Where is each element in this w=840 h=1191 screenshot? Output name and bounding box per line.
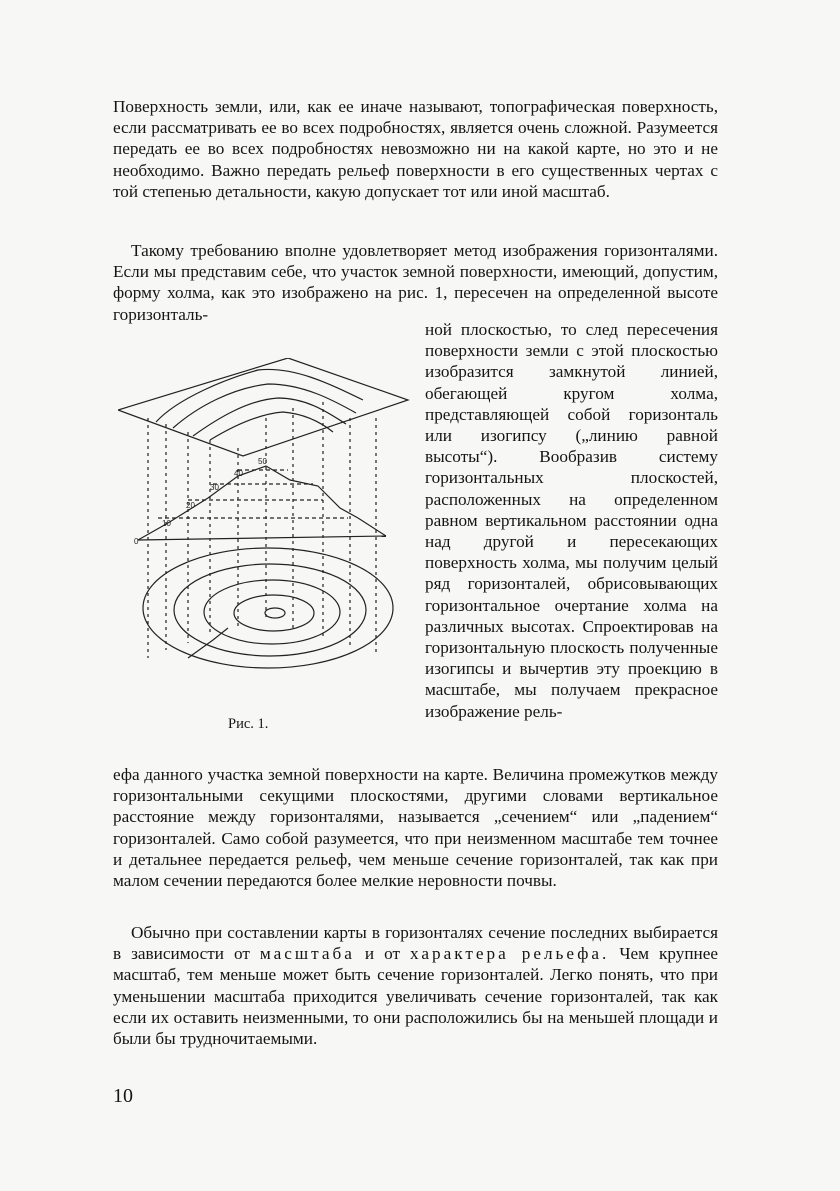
paragraph-3-part-b: и от	[364, 944, 400, 964]
profile-label-10: 10	[162, 519, 171, 528]
profile-label-20: 20	[186, 501, 195, 510]
profile-label-0: 0	[134, 537, 139, 546]
page-number: 10	[113, 1085, 133, 1107]
paragraph-3-part-a: Обычно при составлении карты в горизонталях сечение последних выбирается в зависимости от	[113, 923, 718, 964]
paragraph-2-wrap	[425, 319, 718, 722]
paragraph-3	[113, 922, 718, 1049]
paragraph-2-lead: Такому требованию вполне удовлетворяет метод изображения горизонталями. Если мы представим себе, что участок земной поверхности, имеющий, допустим, форму холма, как это изображено на рис. 1, пересечен на определенной высоте горизонталь-	[113, 241, 718, 324]
paragraph-2-wrap-text: ной плоскостью, то след пересечения поверхности земли с этой плоскостью изобразится замкнутой линией, обегающей кругом холма, представляющей собой горизонталь или изогипсу („линию равной высоты“). Вообразив систему горизонтальных плоскостей, расположенных на определенном равном вертикальном расстоянии одна над другой и пересекающих поверхность холма, мы получим целый ряд горизонталей, обрисовывающих горизонтальное очертание холма на различных высотах. Спроектировав на горизонтальную плоскость полученные изогипсы и вычертив эту проекцию в масштабе, мы получаем прекрасное изображение рель-	[425, 320, 718, 721]
paragraph-3-part-c: Чем крупнее масштаб, тем меньше может быть сечение горизонталей. Легко понять, что при уменьшении масштаба приходится увеличивать сечение горизонталей, так как если их оставить неизменными, то они расположились бы на меньшей площади и были бы трудночитаемыми.	[113, 944, 719, 1049]
paragraph-2-tail-text: ефа данного участка земной поверхности на карте. Величина промежутков между горизонтальными секущими плоскостями, другими словами вертикальное расстояние между горизонталями, называется „сечением“ или „падением“ горизонталей. Само собой разумеется, что при неизменном масштабе тем точнее и детальнее передается рельеф, чем меньше сечение горизонталей, так как при малом сечении передаются более мелкие неровности почвы.	[113, 765, 718, 891]
paragraph-3-emphasis-relief: характера рельефа.	[410, 944, 610, 964]
paragraph-1	[113, 96, 718, 202]
paragraph-2	[113, 240, 718, 325]
profile-label-30: 30	[210, 483, 219, 492]
paragraph-2-tail	[113, 764, 718, 891]
profile-label-50: 50	[258, 457, 267, 466]
profile-label-40: 40	[234, 469, 243, 478]
hill-contour-figure	[118, 358, 418, 678]
paragraph-3-emphasis-scale: масштаба	[259, 944, 355, 964]
figure-caption: Рис. 1.	[228, 716, 269, 732]
paragraph-3-text	[113, 922, 718, 1049]
paragraph-1-text: Поверхность земли, или, как ее иначе называют, топографическая поверхность, если рассматривать ее во всех подробностях, является очень сложной. Разумеется передать ее во всех подробностях невозможно ни на какой карте, но это и не необходимо. Важно передать рельеф поверхности в его существенных чертах с той степенью детальности, какую допускает тот или иной масштаб.	[113, 97, 718, 201]
